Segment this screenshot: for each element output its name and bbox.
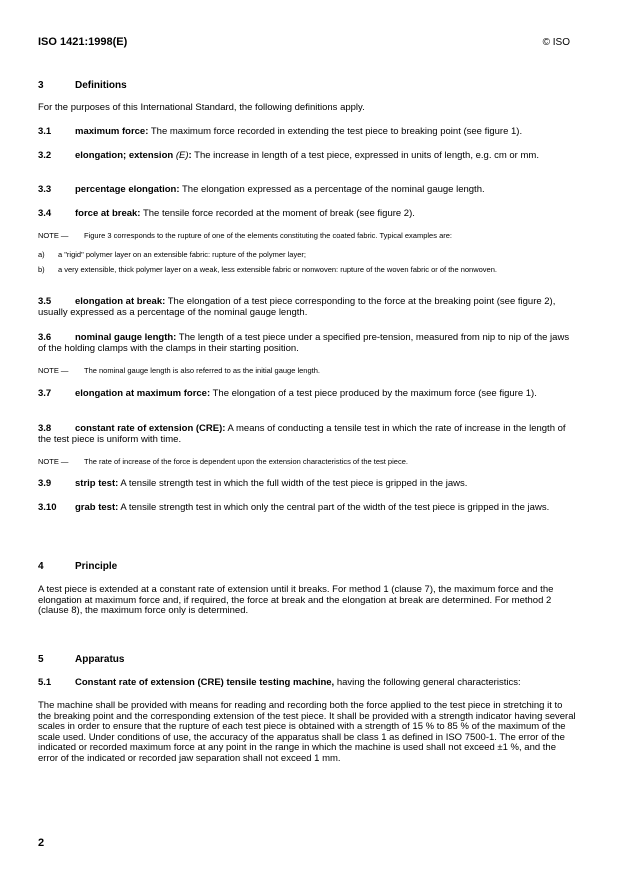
term: Constant rate of extension (CRE) tensile testing machine, <box>75 677 335 688</box>
term: strip test: <box>75 478 119 489</box>
definition-text: The length of a test piece under a specified pre-tension, measured from nip to nip of the jaws of the holding clamps with the clamps in their starting position. <box>38 332 570 354</box>
term: nominal gauge length: <box>75 332 177 343</box>
section-number: 5 <box>38 654 44 665</box>
clause-number: 3.2 <box>38 150 52 161</box>
definition-text: A tensile strength test in which only the central part of the width of the test piece is gripped in the jaws. <box>118 502 550 513</box>
definition-text: A means of conducting a tensile test in which the rate of increase in the length of the test piece is uniform with time. <box>38 423 566 445</box>
note-label: NOTE — <box>38 366 69 375</box>
definition-text: The elongation of a test piece corresponding to the force at the breaking point (see figure 2), usually expressed as a percentage of the nominal gauge length. <box>38 296 556 318</box>
copyright: © ISO <box>542 37 570 48</box>
symbol: (E) <box>175 150 189 161</box>
term: elongation; extension <box>75 150 174 161</box>
term: percentage elongation: <box>75 184 180 195</box>
list-text: a "rigid" polymer layer on an extensible fabric: rupture of the polymer layer; <box>58 250 306 259</box>
note-3-6 <box>38 366 578 376</box>
term: grab test: <box>75 502 119 513</box>
clause-number: 3.6 <box>38 332 52 343</box>
page-number: 2 <box>38 837 45 849</box>
note-label: NOTE — <box>38 231 69 240</box>
definition-text: The increase in length of a test piece, expressed in units of length, e.g. cm or mm. <box>191 150 539 161</box>
clause-number: 3.5 <box>38 296 52 307</box>
clause-number: 3.7 <box>38 388 52 399</box>
clause-number: 3.4 <box>38 208 52 219</box>
clause-number: 3.8 <box>38 423 52 434</box>
section-title: Definitions <box>75 80 127 91</box>
definition-3-1 <box>38 127 578 138</box>
note-text: Figure 3 corresponds to the rupture of one of the elements constituting the coated fabric. Typical examples are: <box>84 231 452 240</box>
list-label: a) <box>38 250 45 259</box>
section-3-intro: For the purposes of this International Standard, the following definitions apply. <box>38 102 365 113</box>
definition-3-3 <box>38 185 578 196</box>
note-3-4 <box>38 231 578 241</box>
clause-number: 3.1 <box>38 126 52 137</box>
definition-text: The elongation of a test piece produced by the maximum force (see figure 1). <box>210 388 537 399</box>
clause-text: having the following general characteristics: <box>334 677 521 688</box>
section-number: 4 <box>38 561 44 572</box>
section-4-heading <box>38 561 117 572</box>
clause-number: 3.10 <box>38 502 57 513</box>
definition-3-6 <box>38 333 578 354</box>
clause-number: 3.3 <box>38 184 52 195</box>
note-label: NOTE — <box>38 457 69 466</box>
list-label: b) <box>38 265 45 274</box>
section-3-heading <box>38 80 127 91</box>
list-item-a <box>38 250 578 260</box>
definition-3-7 <box>38 389 578 400</box>
definition-text: A tensile strength test in which the full width of the test piece is gripped in the jaws. <box>118 478 468 489</box>
term: maximum force: <box>75 126 149 137</box>
clause-5-1 <box>38 678 578 689</box>
clause-number: 5.1 <box>38 677 52 688</box>
standard-number: ISO 1421:1998(E) <box>38 36 128 48</box>
definition-text: The tensile force recorded at the moment of break (see figure 2). <box>140 208 415 219</box>
section-title: Apparatus <box>75 654 125 665</box>
term: elongation at maximum force: <box>75 388 211 399</box>
term-colon: : <box>188 150 192 161</box>
definition-3-10 <box>38 503 578 514</box>
clause-5-1-paragraph: The machine shall be provided with means for reading and recording both the force applied to the test piece in stretching it to the breaking point and the corresponding extension of the test piece. It shall be provided with a strength indicator having several scales in order to ensure that the rupture of each test piece is obtained with a strength of 15 % to 85 % of the maximum of the scale used. Under conditions of use, the accuracy of the apparatus shall be class 1 as defined in ISO 7500-1. The error of the indicated or recorded maximum force at any point in the range in which the machine is used shall not exceed ±1 %, and the error of the indicated or recorded jaw separation shall not exceed 1 mm. <box>38 700 576 764</box>
definition-text: The elongation expressed as a percentage of the nominal gauge length. <box>179 184 485 195</box>
definition-3-2 <box>38 151 578 162</box>
term: constant rate of extension (CRE): <box>75 423 226 434</box>
note-text: The rate of increase of the force is dependent upon the extension characteristics of the test piece. <box>84 457 408 466</box>
term: force at break: <box>75 208 141 219</box>
list-item-b <box>38 265 578 275</box>
note-3-8 <box>38 457 578 467</box>
clause-number: 3.9 <box>38 478 52 489</box>
definition-3-8 <box>38 424 578 445</box>
term: elongation at break: <box>75 296 166 307</box>
definition-3-5 <box>38 297 578 318</box>
section-5-heading <box>38 654 124 665</box>
definition-3-4 <box>38 209 578 220</box>
section-title: Principle <box>75 561 118 572</box>
definition-3-9 <box>38 479 578 490</box>
list-text: a very extensible, thick polymer layer on a weak, less extensible fabric or nonwoven: rupture of the woven fabric or of the nonwoven. <box>58 265 497 274</box>
definition-text: The maximum force recorded in extending the test piece to breaking point (see figure 1). <box>148 126 523 137</box>
note-text: The nominal gauge length is also referred to as the initial gauge length. <box>84 366 320 375</box>
section-4-text: A test piece is extended at a constant rate of extension until it breaks. For method 1 (clause 7), the maximum force and the elongation at maximum force and, if required, the force at break and the elongation at break are determined. For method 2 (clause 8), the maximum force only is determined. <box>38 584 554 616</box>
section-number: 3 <box>38 80 44 91</box>
